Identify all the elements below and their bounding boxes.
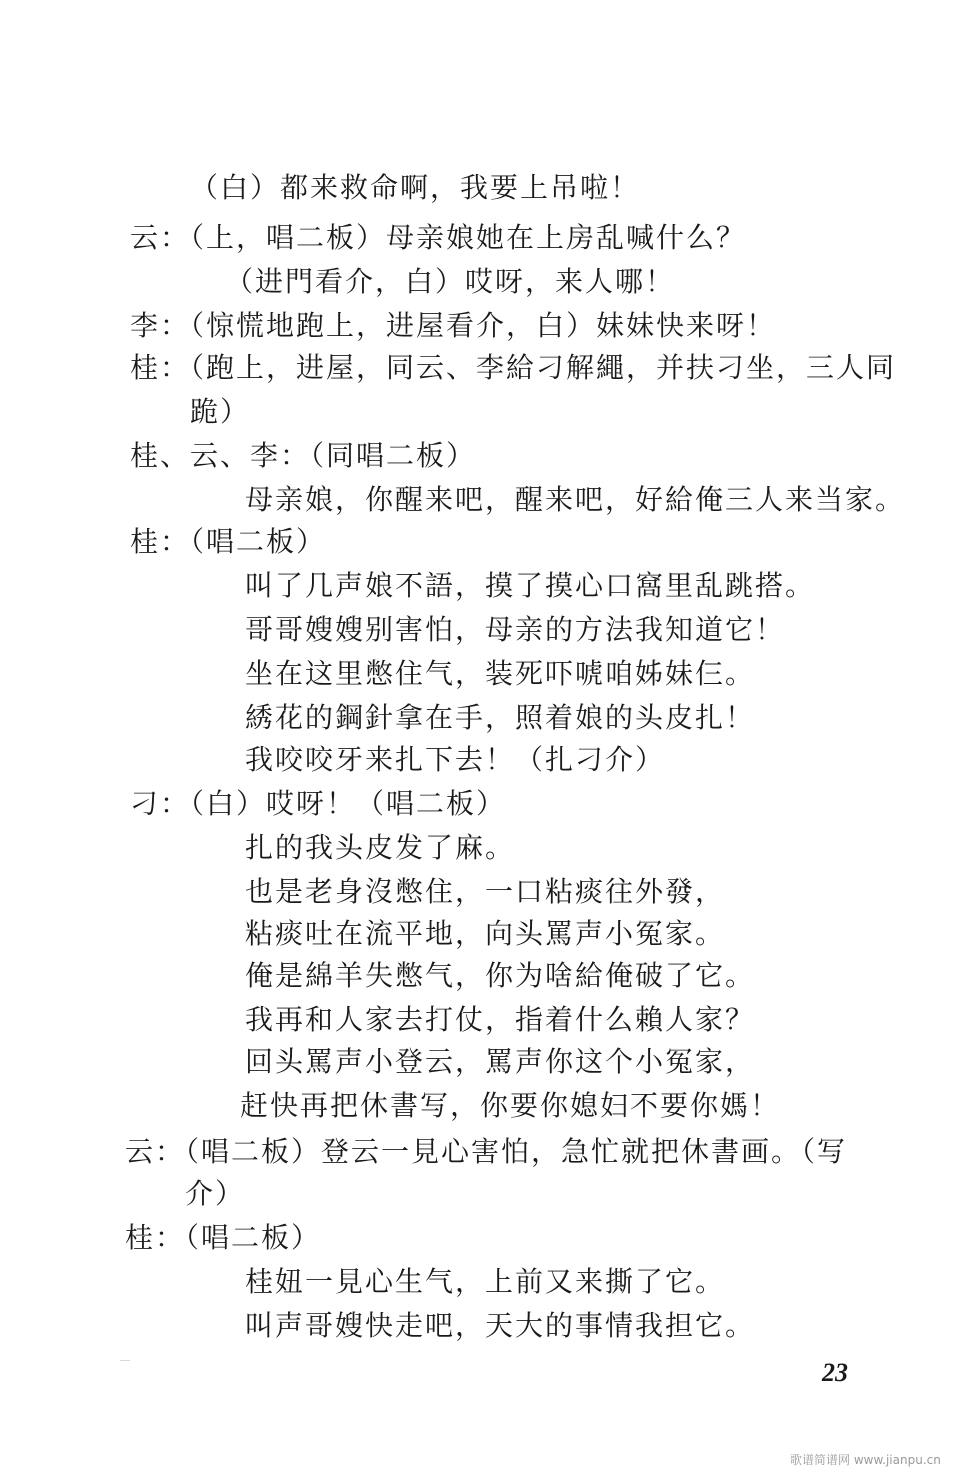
- script-line: 桂：（唱二板）: [130, 525, 327, 558]
- script-line: 俺是綿羊失憋气，你为啥給俺破了它。: [245, 959, 756, 992]
- script-line: 桂妞一見心生气，上前又来撕了它。: [245, 1265, 726, 1298]
- script-line: 赶快再把休書写，你要你媳妇不要你媽！: [240, 1089, 781, 1122]
- script-line: 坐在这里憋住气，装死吓唬咱姊妹仨。: [245, 657, 756, 690]
- script-line: 哥哥嫂嫂别害怕，母亲的方法我知道它！: [245, 613, 786, 646]
- script-line: 桂：（唱二板）: [125, 1221, 322, 1254]
- script-line: 粘痰吐在流平地，向头罵声小冤家。: [245, 917, 726, 950]
- script-line: 我咬咬牙来扎下去！（扎刁介）: [245, 743, 666, 776]
- script-line: 叫了几声娘不語，摸了摸心口窩里乱跳搭。: [245, 569, 816, 602]
- script-line: 也是老身沒憋住，一口粘痰往外發，: [245, 875, 726, 908]
- script-line: 桂：（跑上，进屋，同云、李給刁解繩，并扶刁坐，三人同: [130, 351, 897, 384]
- script-line: 李：（惊慌地跑上，进屋看介，白）妹妹快来呀！: [130, 309, 777, 342]
- script-line: 刁：（白）哎呀！（唱二板）: [130, 787, 507, 820]
- script-line: 我再和人家去打仗，指着什么賴人家？: [245, 1003, 756, 1036]
- script-line: 云：（上，唱二板）母亲娘她在上房乱喊什么？: [130, 221, 747, 254]
- script-line: 母亲娘，你醒来吧，醒来吧，好給俺三人来当家。: [245, 483, 906, 516]
- script-line: 介）: [185, 1177, 246, 1210]
- script-line: 綉花的鋼針拿在手，照着娘的头皮扎！: [245, 701, 756, 734]
- script-line: 跪）: [190, 395, 251, 428]
- script-line: 云：（唱二板）登云一見心害怕，急忙就把休書画。（写: [125, 1135, 848, 1168]
- script-line: 扎的我头皮发了麻。: [245, 831, 516, 864]
- page-number: 23: [822, 1358, 848, 1387]
- script-line: 叫声哥嫂快走吧，天大的事情我担它。: [245, 1309, 756, 1342]
- scan-mark: [120, 1360, 130, 1361]
- watermark: 歌谱简谱网 www.jianpu.cn: [790, 1453, 941, 1467]
- script-line: 桂、云、李：（同唱二板）: [130, 439, 477, 472]
- script-line: （白）都来救命啊，我要上吊啦！: [190, 171, 641, 204]
- script-line: 回头罵声小登云，罵声你这个小冤家，: [245, 1045, 756, 1078]
- script-line: （进門看介，白）哎呀，来人哪！: [225, 265, 676, 298]
